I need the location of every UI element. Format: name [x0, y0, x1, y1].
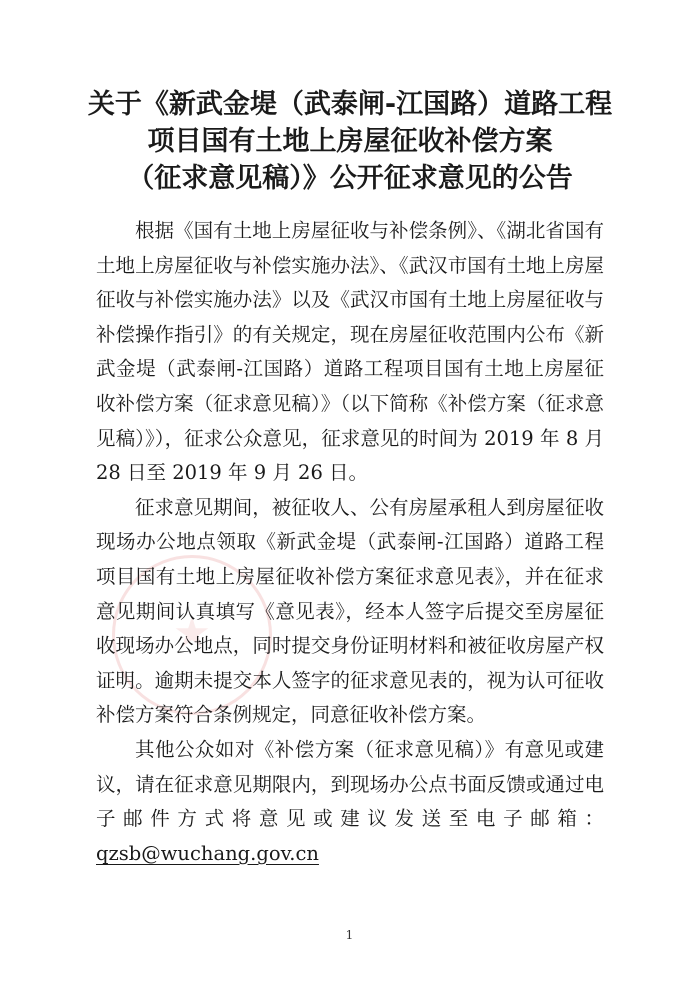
document-title: [60, 86, 640, 197]
feedback-email-link[interactable]: qzsb@wuchang.gov.cn: [96, 841, 319, 865]
paragraph-legal-basis: 根据《国有土地上房屋征收与补偿条例》、《湖北省国有土地上房屋征收与补偿实施办法》、《武汉市国有土地上房屋征收与补偿实施办法》以及《武汉市国有土地上房屋征收与补偿操作指引》的有关规定，现在房屋征收范围内公布《新武金堤（武泰闸-江国路）道路工程项目国有土地上房屋征收补偿方案（征求意见稿）》（以下简称《补偿方案（征求意见稿）》），征求公众意见，征求意见的时间为 2019 年 8 月 28 日至 2019 年 9 月 26 日。: [96, 219, 604, 485]
page-number: 1: [345, 928, 354, 942]
paragraph-comment-procedure: 征求意见期间，被征收人、公有房屋承租人到房屋征收现场办公地点领取《新武金堤（武泰闸-江国路）道路工程项目国有土地上房屋征收补偿方案征求意见表》，并在征求意见期间认真填写《意见表》，经本人签字后提交至房屋征收现场办公地点，同时提交身份证明材料和被征收房屋产权证明。逾期未提交本人签字的征求意见表的，视为认可征收补偿方案符合条例规定，同意征收补偿方案。: [96, 495, 604, 727]
title-line-1: 关于《新武金堤（武泰闸-江国路）道路工程: [87, 89, 613, 120]
title-line-3: （征求意见稿）》公开征求意见的公告: [127, 163, 573, 194]
document-body: [96, 214, 604, 871]
title-line-2: 项目国有土地上房屋征收补偿方案: [147, 126, 553, 157]
paragraph-public-feedback: [96, 733, 604, 871]
feedback-text: 其他公众如对《补偿方案（征求意见稿）》有意见或建议，请在征求意见期限内，到现场办公点书面反馈或通过电子邮件方式将意见或建议发送至电子邮箱：: [96, 737, 604, 831]
